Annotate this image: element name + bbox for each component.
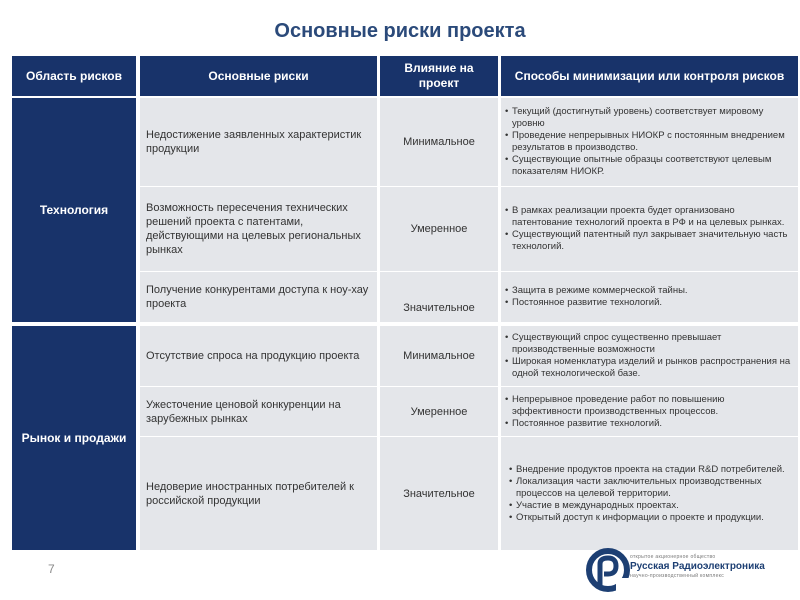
mitigation-item: • В рамках реализации проекта будет организовано патентование технологий проекта в РФ и на целевых рынках.: [505, 205, 794, 229]
header-risks: Основные риски: [140, 56, 377, 96]
logo-text: [630, 554, 800, 580]
mitigation-list: [505, 285, 688, 309]
risk-text: Недостижение заявленных характеристик продукции: [146, 129, 362, 155]
logo-name: Русская Радиоэлектроника: [630, 561, 765, 572]
risk-text: Недоверие иностранных потребителей к российской продукции: [146, 480, 354, 507]
risk-cell: [140, 326, 377, 386]
mitigation-cell: [501, 437, 798, 550]
impact-cell: Минимальное: [380, 326, 498, 386]
mitigation-list: [505, 106, 794, 178]
logo-line3: научно-производственный комплекс: [630, 573, 725, 579]
category-market: Рынок и продажи: [12, 326, 136, 550]
risk-cell: [140, 272, 377, 322]
category-technology: Технология: [12, 98, 136, 322]
mitigation-item: • Постоянное развитие технологий.: [505, 297, 688, 309]
mitigation-item: • Защита в режиме коммерческой тайны.: [505, 285, 688, 297]
impact-cell: Значительное: [380, 272, 498, 322]
risk-text: Возможность пересечения технических решений проекта с патентами, действующими на целевых региональных рынках: [146, 202, 361, 256]
header-impact: Влияние на проект: [380, 56, 498, 96]
impact-cell: Умеренное: [380, 387, 498, 436]
mitigation-item: • Существующий патентный пул закрывает значительную часть технологий.: [505, 229, 794, 253]
impact-cell: Умеренное: [380, 187, 498, 271]
mitigation-cell: [501, 272, 798, 322]
mitigation-item: • Локализация части заключительных производственных процессов на целевой территории.: [509, 476, 794, 500]
header-mitigation: Способы минимизации или контроля рисков: [501, 56, 798, 96]
mitigation-cell: [501, 387, 798, 436]
mitigation-item: • Непрерывное проведение работ по повышению эффективности производственных процессов.: [505, 394, 794, 418]
impact-cell: Минимальное: [380, 98, 498, 186]
logo-line1: открытое акционерное общество: [630, 554, 716, 560]
ruselectronics-logo-icon: [586, 548, 630, 596]
risk-cell: [140, 187, 377, 271]
risk-cell: [140, 437, 377, 550]
mitigation-cell: [501, 98, 798, 186]
risk-cell: [140, 387, 377, 436]
mitigation-item: • Существующие опытные образцы соответствуют целевым показателям НИОКР.: [505, 154, 794, 178]
mitigation-list: [505, 394, 794, 430]
company-logo: [586, 548, 796, 596]
mitigation-item: • Участие в международных проектах.: [509, 500, 794, 512]
mitigation-item: • Постоянное развитие технологий.: [505, 418, 794, 430]
mitigation-list: [505, 205, 794, 253]
mitigation-item: • Существующий спрос существенно превышает производственные возможности: [505, 332, 794, 356]
page-number: 7: [48, 562, 55, 576]
mitigation-list: [505, 332, 794, 380]
mitigation-item: • Широкая номенклатура изделий и рынков распространения на одной технологической базе.: [505, 356, 794, 380]
impact-cell: Значительное: [380, 437, 498, 550]
mitigation-item: • Текущий (достигнутый уровень) соответствует мировому уровню: [505, 106, 794, 130]
mitigation-item: • Внедрение продуктов проекта на стадии R&D потребителей.: [509, 464, 794, 476]
mitigation-item: • Открытый доступ к информации о проекте и продукции.: [509, 512, 794, 524]
risk-cell: [140, 98, 377, 186]
risk-text: Отсутствие спроса на продукцию проекта: [146, 350, 360, 362]
mitigation-item: • Проведение непрерывных НИОКР с постоянным внедрением результатов в производство.: [505, 130, 794, 154]
risk-text: Ужесточение ценовой конкуренции на зарубежных рынках: [146, 398, 341, 425]
page-title: Основные риски проекта: [274, 20, 526, 42]
mitigation-cell: [501, 187, 798, 271]
mitigation-cell: [501, 326, 798, 386]
risk-text: Получение конкурентами доступа к ноу-хау проекта: [146, 284, 369, 310]
header-area: Область рисков: [12, 56, 136, 96]
mitigation-list: [509, 464, 794, 524]
